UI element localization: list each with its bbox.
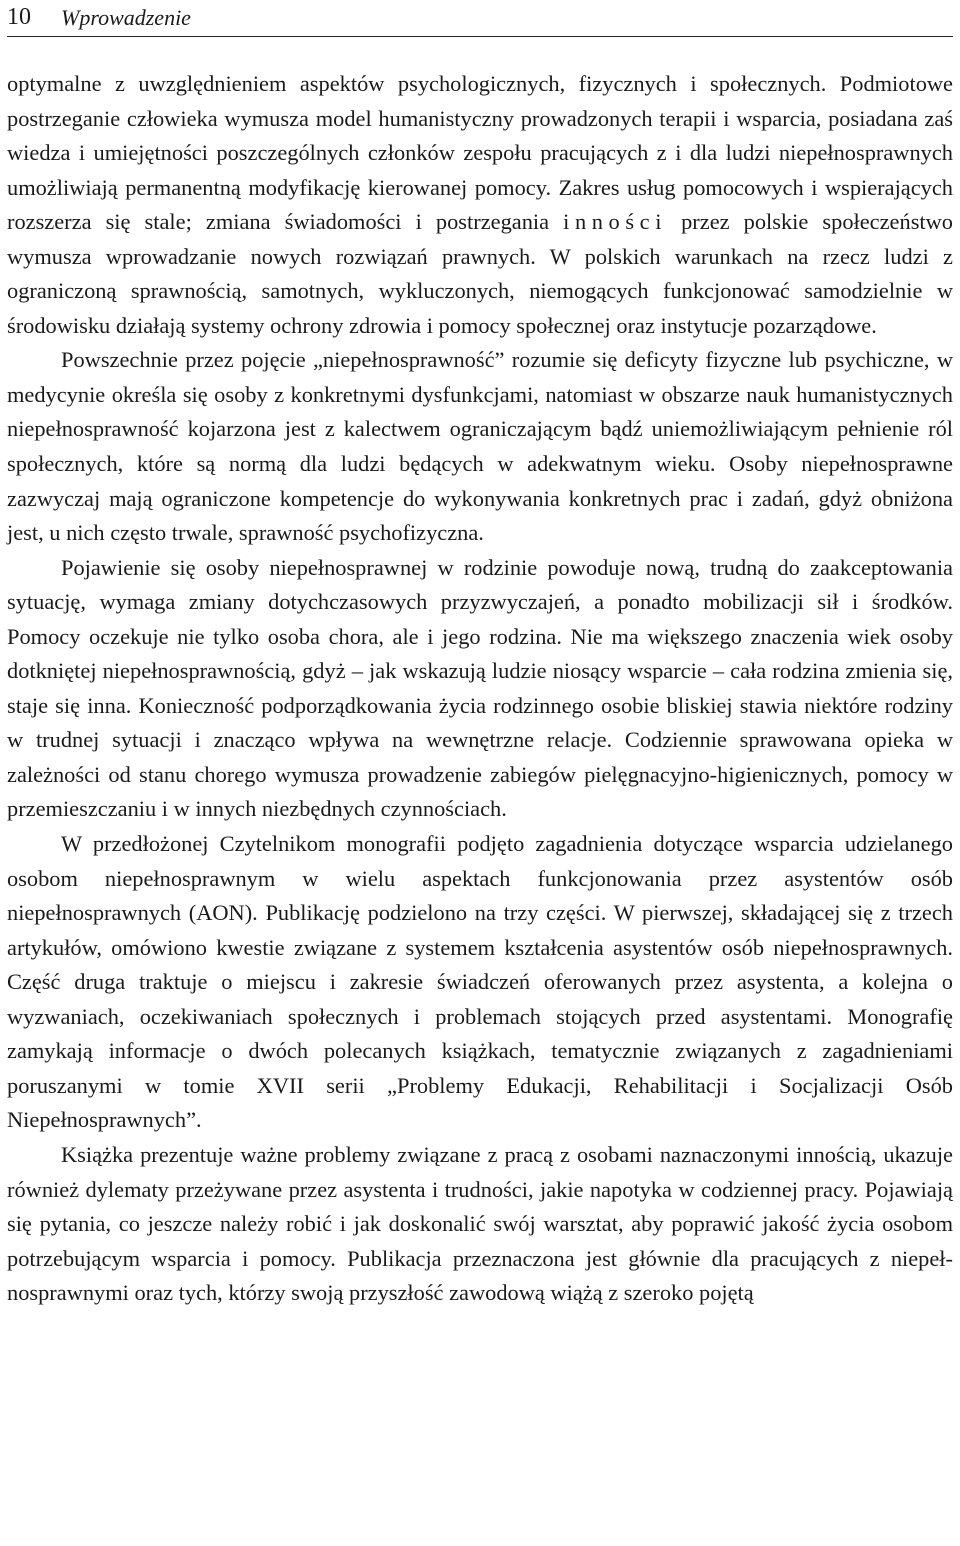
body-text bbox=[7, 67, 953, 1311]
page-number: 10 bbox=[7, 4, 31, 30]
book-page bbox=[7, 0, 953, 1546]
paragraph-4: W przedłożonej Czytelnikom monografii podjęto zagadnienia dotyczące wsparcia udzielanego osobom niepełnosprawnym w wielu aspektach funkcjonowania przez asystentów osób niepełnosprawnych (AON). Publikację podzielono na trzy części. W pierwszej, składającej się z trzech artykułów, omówiono kwestie związane z systemem kształcenia asystentów osób niepełnosprawnych. Część druga traktuje o miejscu i zakresie świadczeń oferowanych przez asystenta, a kolejna o wyzwaniach, oczekiwaniach społecznych i problemach stojących przed asystentami. Monografię zamykają informacje o dwóch polecanych książkach, tematycznie związanych z zagadnieniami poruszanymi w tomie XVII serii „Problemy Edukacji, Rehabilitacji i Socjalizacji Osób Niepełnosprawnych”. bbox=[7, 831, 953, 1133]
paragraph-2: Powszechnie przez pojęcie „niepełnosprawność” rozumie się deficyty fizyczne lub psychiczne, w medycynie określa się osoby z konkretnymi dysfunkcjami, natomiast w obszarze nauk humanistycznych niepełnosprawność kojarzona jest z kalectwem ograniczającym bądź uniemożliwiającym pełnienie ról społecznych, które są normą dla ludzi będących w adekwatnym wieku. Osoby niepełnosprawne zazwyczaj mają ograniczone kompetencje do wykonywania konkretnych prac i zadań, gdyż obniżona jest, u nich często trwale, sprawność psychofizyczna. bbox=[7, 347, 953, 546]
paragraph-3: Pojawienie się osoby niepełnosprawnej w rodzinie powoduje nową, trudną do zaakceptowania sytuację, wymaga zmiany dotychczasowych przyzwyczajeń, a ponadto mobilizacji sił i środków. Pomocy oczekuje nie tylko osoba chora, ale i jego rodzina. Nie ma większego znaczenia wiek osoby dotkniętej niepełnosprawnością, gdyż – jak wskazują ludzie niosący wsparcie – cała rodzina zmienia się, staje się inna. Konieczność podporządkowania życia rodzinnego osobie bliskiej stawia niektóre rodziny w trudnej sytuacji i znacząco wpływa na wewnętrzne relacje. Codziennie sprawowana opieka w zależności od stanu chorego wymusza prowadzenie zabiegów pielęgnacyjno-higienicznych, pomocy w przemieszczaniu i w innych niezbędnych czynnościach. bbox=[7, 554, 953, 822]
emphasized-word: inności bbox=[563, 209, 668, 235]
paragraph-1-text-end: przez polskie społeczeństwo wymusza wprowadzanie nowych rozwiązań prawnych. W polskich warunkach na rzecz ludzi z ograniczoną sprawnością, samotnych, wykluczonych, niemogących funkcjonować samodzielnie w środowisku działają systemy ochrony zdrowia i pomocy społecznej oraz instytucje pozarządowe. bbox=[7, 209, 953, 338]
section-title: Wprowadzenie bbox=[61, 5, 191, 30]
paragraph-5: Książka prezentuje ważne problemy związane z pracą z osobami naznaczonymi innością, ukazuje również dylematy przeżywane przez asystenta i trudności, jakie napotyka w codziennej pracy. Pojawiają się pytania, co jeszcze należy robić i jak doskonalić swój warsztat, aby poprawić jakość życia osobom potrzebującym wsparcia i pomocy. Publikacja przeznaczona jest głównie dla pracujących z niepełnosprawnymi oraz tych, którzy swoją przyszłość zawodową wiążą z szeroko pojętą bbox=[7, 1141, 953, 1306]
paragraph-1-text-start: optymalne z uwzględnieniem aspektów psychologicznych, fizycznych i społecznych. Podmiotowe postrzeganie człowieka wymusza model humanistyczny prowadzonych terapii i wsparcia, posiadana zaś wiedza i umiejętności poszczególnych członków zespołu pracujących z i dla ludzi niepełnosprawnych umożliwiają permanentną modyfikację kierowanej pomocy. Zakres usług pomocowych i wspierających rozszerza się stale; zmiana świadomości i postrzegania bbox=[7, 71, 953, 235]
paragraph-1 bbox=[7, 67, 953, 343]
running-head bbox=[7, 0, 953, 37]
